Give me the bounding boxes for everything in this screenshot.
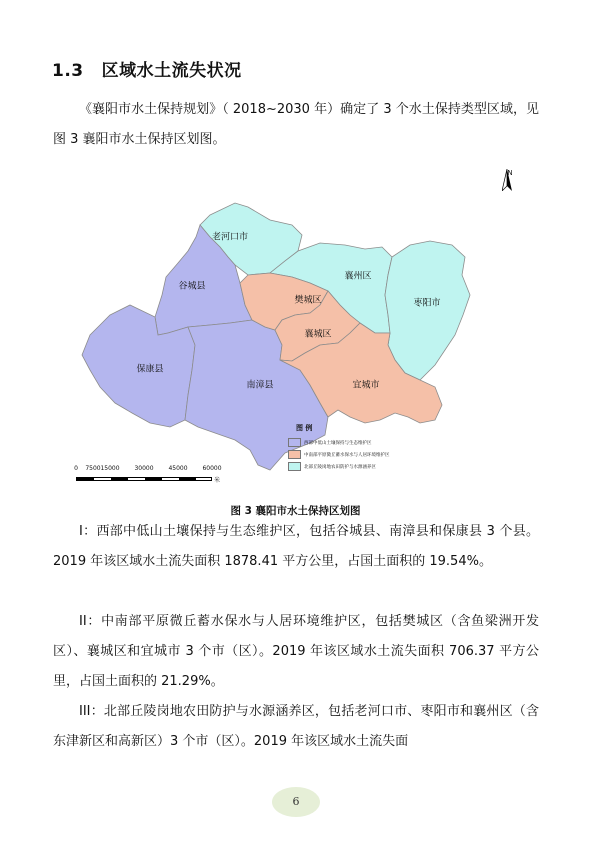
label-nanzhang: 南漳县 [246,380,274,391]
scale-bar-graphic [76,477,212,481]
legend-swatch [288,462,301,471]
legend-swatch [288,450,301,459]
north-arrow-icon [502,169,512,191]
label-zaoyang: 枣阳市 [413,298,441,309]
zone-3-paragraph: III：北部丘陵岗地农田防护与水源涵养区，包括老河口市、枣阳市和襄州区（含东津新区和高新区）3 个市（区）。2019 年该区域水土流失面 [53,704,539,749]
label-fancheng: 樊城区 [294,295,322,306]
intro-paragraph: 《襄阳市水土保持规划》（ 2018~2030 年）确定了 3 个水土保持类型区域，见图 3 襄阳市水土保持区划图。 [53,102,539,147]
section-number: 1.3 [52,61,84,81]
figure-caption: 图 3 襄阳市水土保持区划图 [230,505,361,517]
label-xiangcheng: 襄城区 [304,329,332,340]
legend-title: 图 例 [296,424,313,432]
label-laohekou: 老河口市 [211,232,249,243]
scale-tick: 60000 [202,465,222,472]
north-arrow [502,169,518,177]
zone-1-paragraph: I：西部中低山土壤保持与生态维护区，包括谷城县、南漳县和保康县 3 个县。2019 年该区域水土流失面积 1878.41 平方公里，占国土面积的 19.54%。 [53,524,539,569]
map-legend [288,423,428,474]
north-label: N [507,169,513,177]
legend-item [288,450,428,459]
zone-2-paragraph: II：中南部平原微丘蓄水保水与人居环境维护区，包括樊城区（含鱼梁洲开发区）、襄城区和宜城市 3 个市（区）。2019 年该区域水土流失面积 706.37 平方公里，占国土面积的 21.29%。 [53,614,539,689]
label-xiangzhou: 襄州区 [344,271,372,282]
page-number: 6 [272,787,320,817]
legend-label: 西部中低山土壤保持与生态维护区 [304,440,372,446]
legend-label: 北部丘陵岗地农田防护与水源涵养区 [304,464,376,470]
legend-item [288,462,428,471]
legend-label: 中南部平原微丘蓄水保水与人居环境维护区 [304,452,390,458]
scale-tick: 45000 [168,465,188,472]
scale-tick: 7500 [85,465,101,472]
scale-tick: 15000 [100,465,120,472]
label-yicheng: 宜城市 [352,380,380,391]
label-baokang: 保康县 [136,364,164,375]
label-gucheng: 谷城县 [178,281,206,292]
region-zaoyang [385,241,470,380]
scale-tick: 0 [74,465,78,472]
zoning-map [70,165,530,495]
section-title: 区域水土流失状况 [101,61,242,81]
section-heading [52,56,242,81]
scale-unit: 米 [214,477,221,484]
scale-bar [72,465,222,489]
legend-item [288,438,428,447]
scale-tick: 30000 [134,465,154,472]
legend-swatch [288,438,301,447]
